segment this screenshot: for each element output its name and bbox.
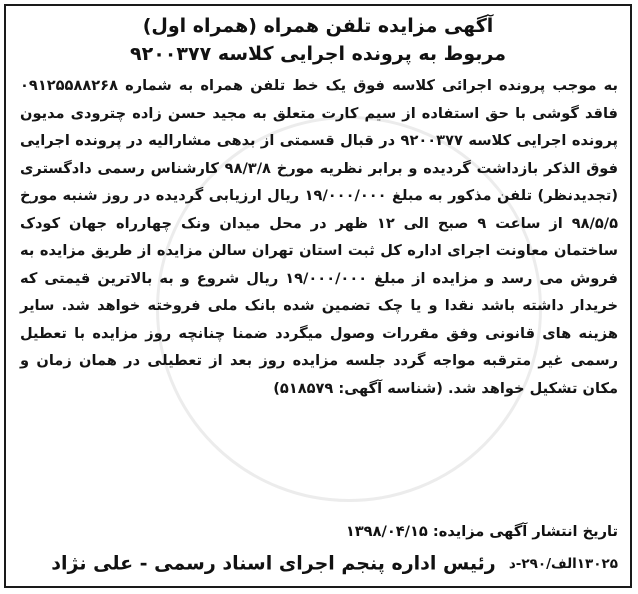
registration-code: ۱۳۰۲۵الف/۲۹۰-د: [508, 555, 618, 572]
auction-notice: [4, 4, 632, 588]
title-line-2: مربوط به پرونده اجرایی کلاسه ۹۲۰۰۳۷۷: [130, 43, 506, 65]
publish-date: تاریخ انتشار آگهی مزایده: ۱۳۹۸/۰۴/۱۵: [345, 523, 618, 540]
title-line-1: آگهی مزایده تلفن همراه (همراه اول): [142, 15, 494, 37]
signer-title: رئیس اداره پنجم اجرای اسناد رسمی - علی نژاد: [51, 552, 496, 575]
notice-title: [6, 12, 630, 68]
signature-line: [18, 548, 618, 579]
notice-body: به موجب پرونده اجرائی کلاسه فوق یک خط تلفن همراه به شماره ۰۹۱۲۵۵۸۸۲۶۸ فاقد گوشی با حق استفاده از سیم کارت متعلق به مجید حسن زاده چترودی مدیون پرونده اجرایی کلاسه ۹۲۰۰۳۷۷ در قبال قسمتی از بدهی مشارالیه در پرونده اجرایی فوق الذکر بازداشت گردیده و برابر نظریه مورخ ۹۸/۳/۸ کارشناس رسمی دادگستری (تجدیدنظر) تلفن مذکور به مبلغ ۱۹/۰۰۰/۰۰۰ ریال ارزیابی گردیده در روز شنبه مورخ ۹۸/۵/۵ از ساعت ۹ صبح الی ۱۲ ظهر در محل میدان ونک چهارراه جهان کودک ساختمان معاونت اجرای اداره کل ثبت استان تهران سالن مزایده از طریق مزایده به فروش می رسد و مزایده از مبلغ ۱۹/۰۰۰/۰۰۰ ریال شروع و به بالاترین قیمتی که خریدار داشته باشد نقدا و یا چک تضمین شده بانک ملی فروخته خواهد شد. سایر هزینه های قانونی وفق مقررات وصول میگردد ضمنا چنانچه روز مزایده با تعطیل رسمی غیر مترقبه مواجه گردد جلسه مزایده روز بعد از تعطیلی در همان زمان و مکان تشکیل خواهد شد. (شناسه آگهی: ۵۱۸۵۷۹): [20, 77, 618, 397]
